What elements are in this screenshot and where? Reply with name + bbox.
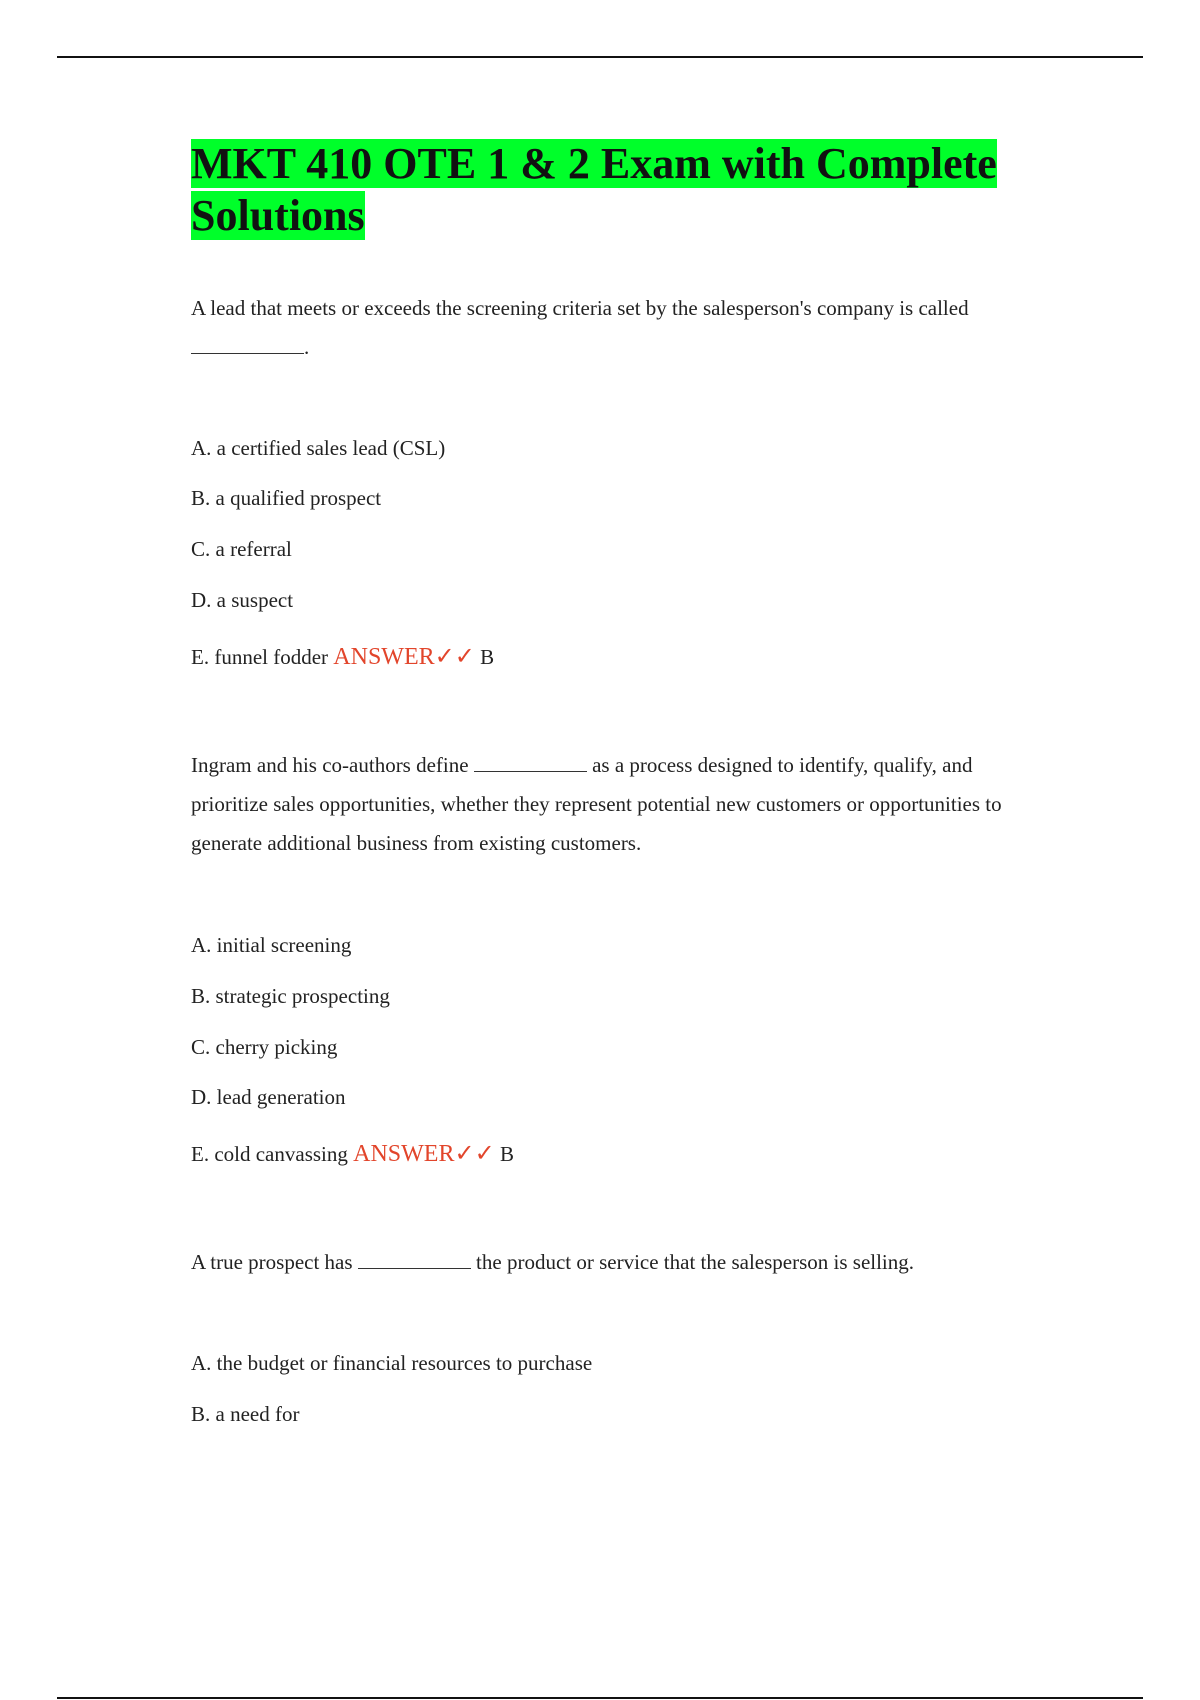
question-2-blank [474,753,587,772]
top-rule [57,56,1143,58]
q1-option-e: E. funnel fodder ANSWER✓✓ B [191,644,495,670]
question-1-stem: A lead that meets or exceeds the screening criteria set by the salesperson's company is called . [191,296,969,359]
q1-option-d: D. a suspect [191,588,294,612]
q1-answer-value: B [480,645,495,669]
q1-option-b: B. a qualified prospect [191,486,382,510]
q2-option-b: B. strategic prospecting [191,984,390,1008]
q2-answer-label: ANSWER✓✓ [353,1141,495,1167]
q2-option-c: C. cherry picking [191,1035,338,1059]
q2-option-a: A. initial screening [191,933,352,957]
question-3-stem: A true prospect has the product or service that the salesperson is selling. [191,1250,915,1274]
q1-answer-label: ANSWER✓✓ [333,644,475,670]
q2-answer-value: B [499,1142,514,1166]
question-2-stem: Ingram and his co-authors define as a process designed to identify, qualify, and prioritize sales opportunities, whether they represent potential new customers or opportunities to generate additional business from existing customers. [191,753,1002,855]
q1-option-c: C. a referral [191,537,292,561]
question-1-blank [191,335,304,354]
q2-option-e: E. cold canvassing ANSWER✓✓ B [191,1141,514,1167]
q3-option-a: A. the budget or financial resources to purchase [191,1351,593,1375]
q3-option-b: B. a need for [191,1402,300,1426]
document-title: MKT 410 OTE 1 & 2 Exam with Complete Solutions [191,139,997,240]
bottom-rule [57,1697,1143,1699]
question-3-blank [358,1250,471,1269]
q2-option-d: D. lead generation [191,1085,346,1109]
q1-option-a: A. a certified sales lead (CSL) [191,436,446,460]
